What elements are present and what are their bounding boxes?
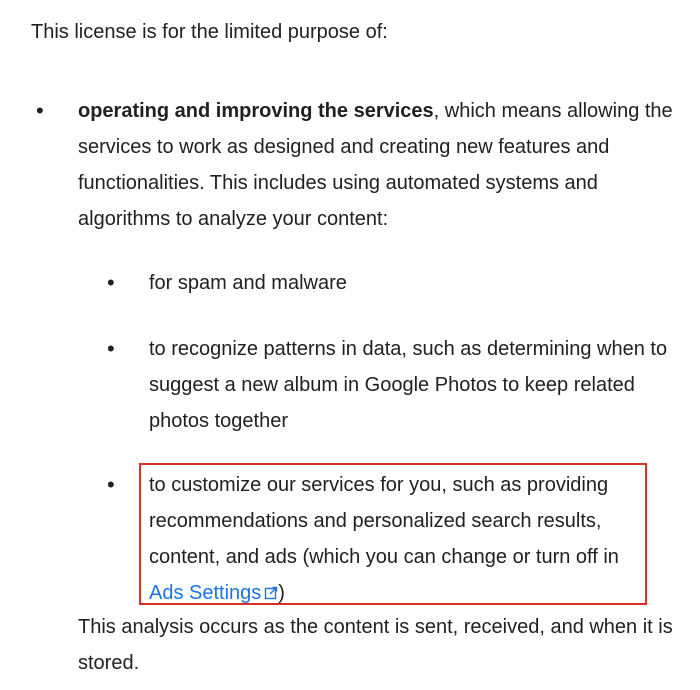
sub-list-item-customize [149, 467, 644, 611]
bullet-dot: • [107, 336, 115, 361]
list-item-body: , which means allowing the services to work as designed and creating new features and functionalities. This includes using automated systems and algorithms to analyze your content: [78, 100, 673, 230]
bullet-dot: • [36, 98, 44, 123]
sub-list-item-patterns: to recognize patterns in data, such as determining when to suggest a new album in Google Photos to keep related photos together [149, 338, 668, 432]
ads-settings-label: Ads Settings [149, 582, 262, 604]
list-item-operating [78, 93, 678, 237]
ads-settings-link[interactable] [149, 582, 278, 604]
bullet-dot: • [107, 270, 115, 295]
customize-text: to customize our services for you, such as providing recommendations and personalized search results, content, and ads (which you can change or turn off in [149, 474, 619, 568]
bullet-dot: • [107, 472, 115, 497]
customize-text-end: ) [278, 582, 285, 604]
sub-list-item-spam: for spam and malware [149, 272, 347, 294]
external-link-icon [264, 586, 278, 600]
intro-text: This license is for the limited purpose of: [31, 21, 388, 43]
list-item-heading: operating and improving the services [78, 100, 434, 122]
outro-text: This analysis occurs as the content is sent, received, and when it is stored. [78, 616, 673, 674]
